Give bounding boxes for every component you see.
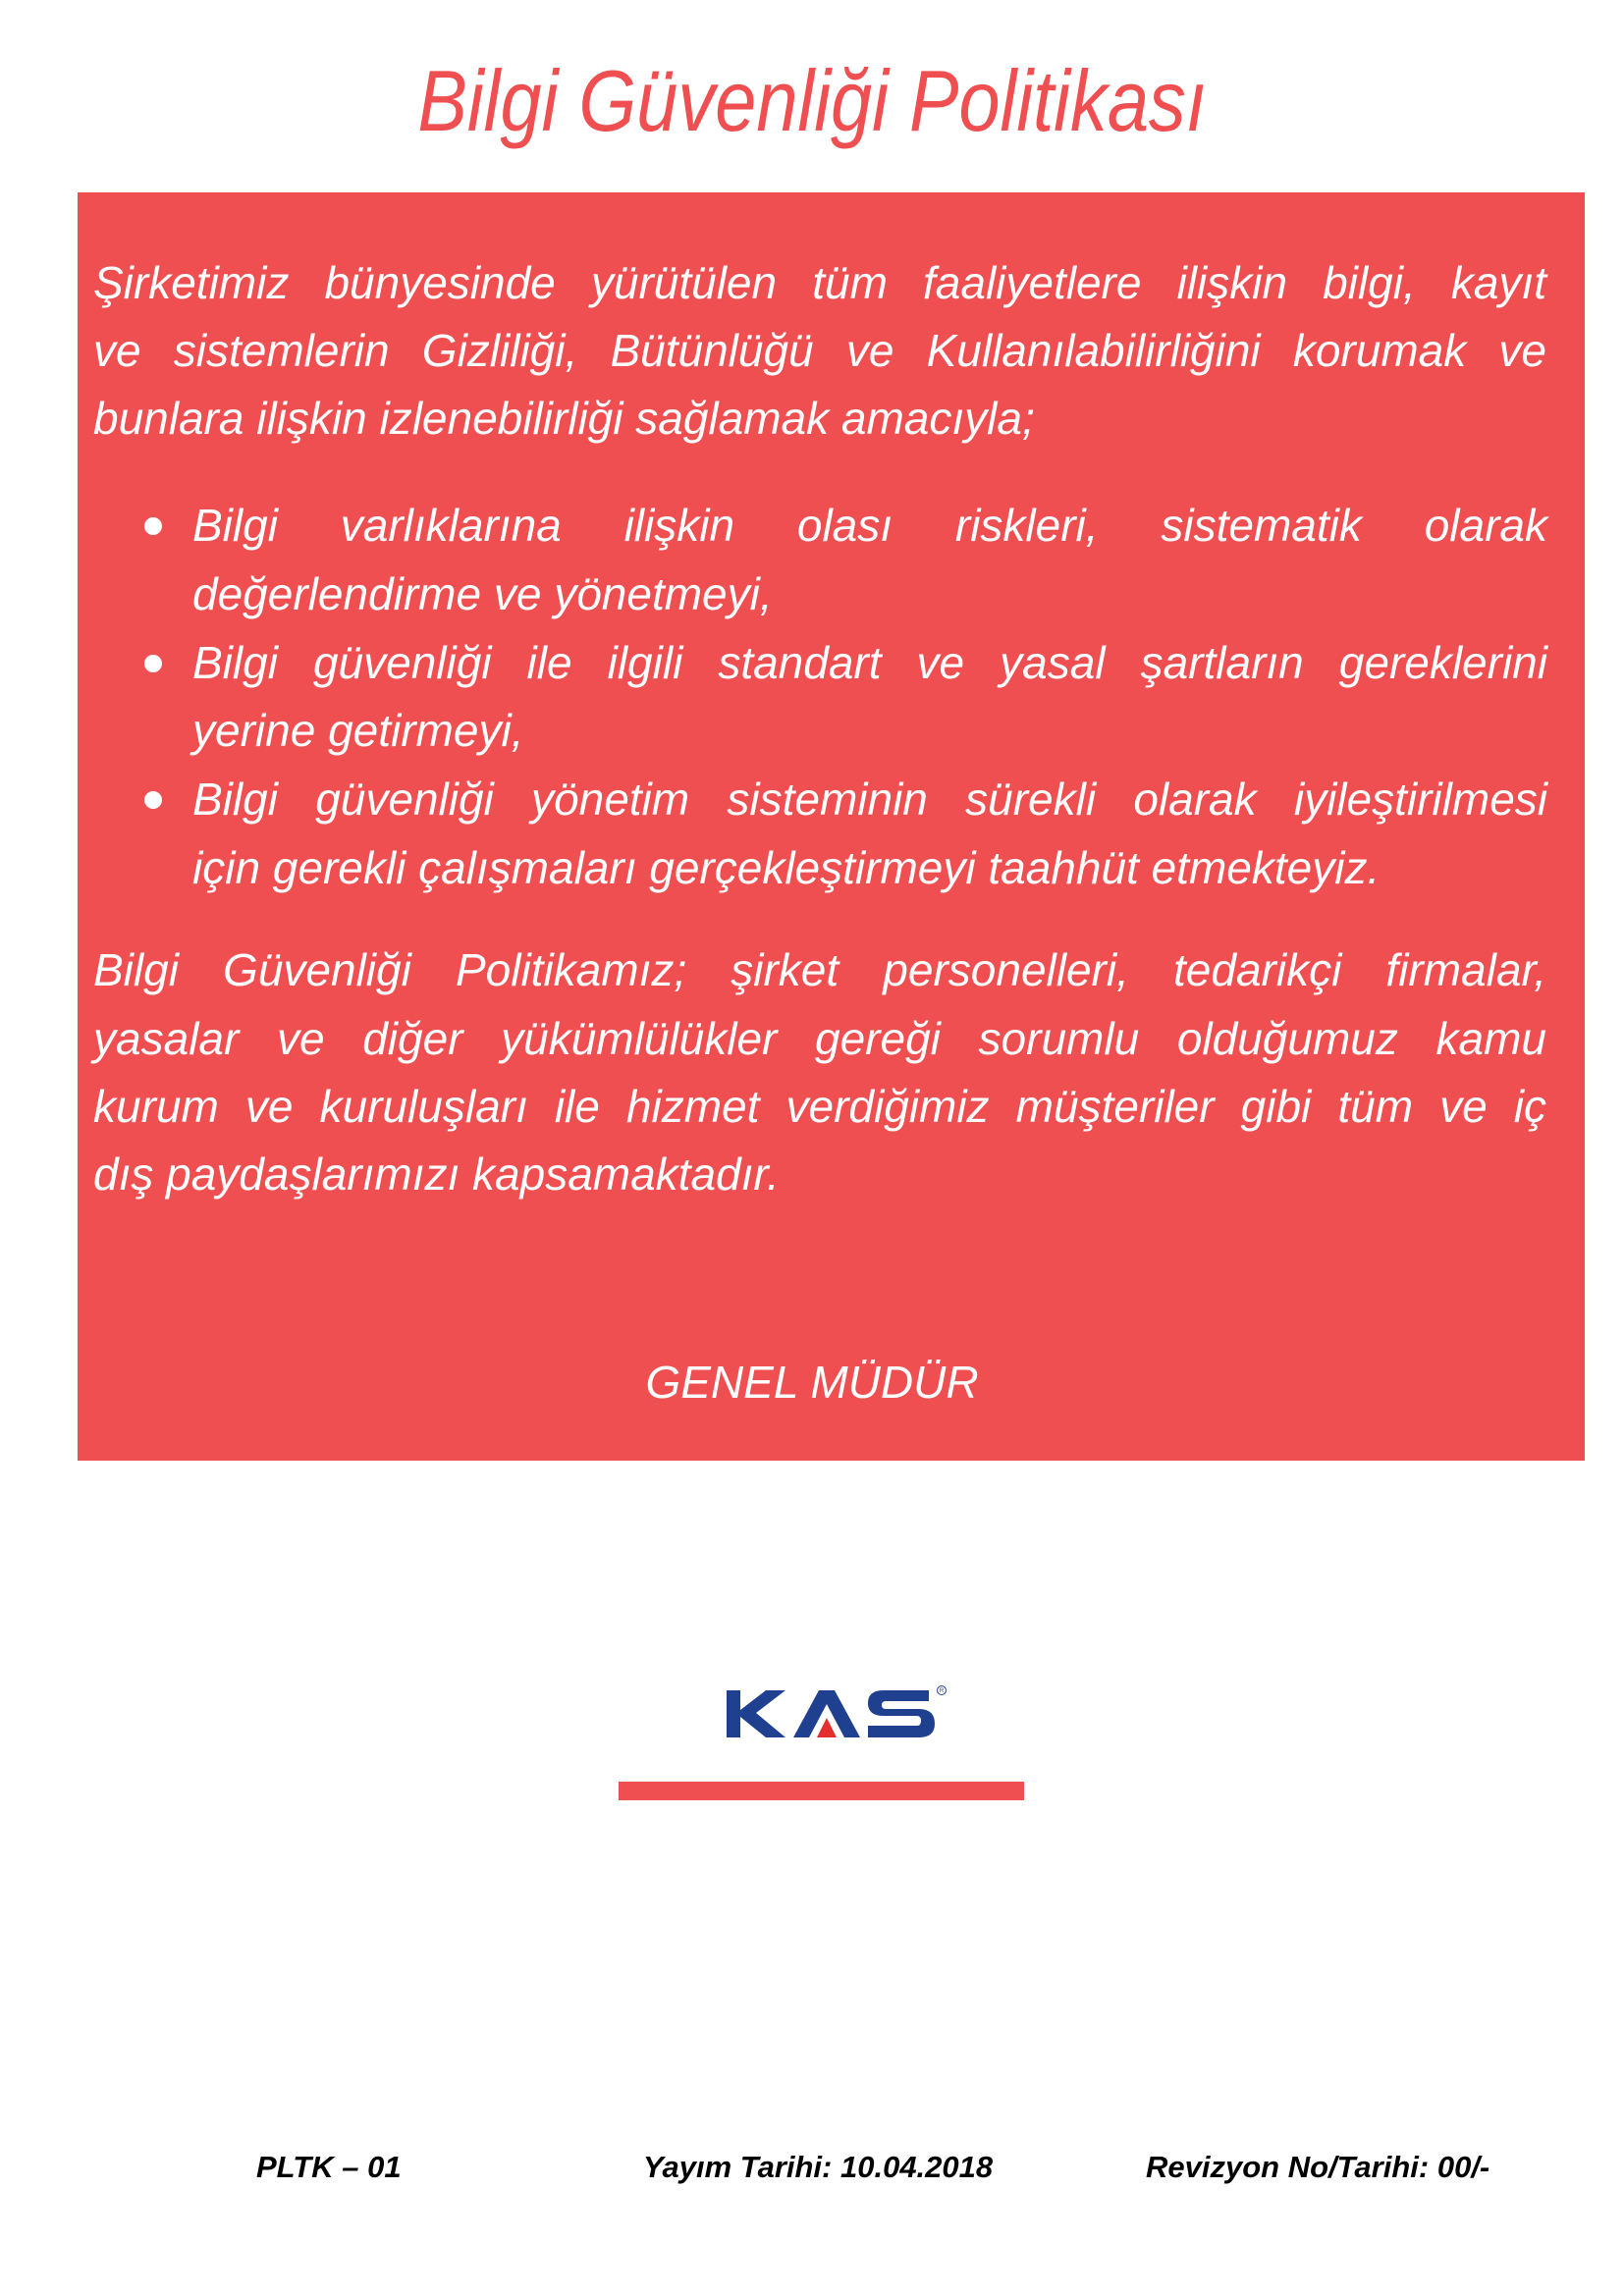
- logo-letter-k: [727, 1690, 785, 1737]
- scope-line: [93, 1077, 1546, 1136]
- bullet-item-text: değerlendirme ve yönetmeyi,: [192, 568, 773, 619]
- bullet-item-text: Bilgi güvenliği ile ilgili standart ve yasal şartların gereklerini: [192, 637, 1547, 688]
- scope-line-text: kurum ve kuruluşları ile hizmet verdiğimiz müşteriler gibi tüm ve iç: [93, 1081, 1546, 1132]
- signature-title: GENEL MÜDÜR: [645, 1357, 979, 1408]
- bullet-item-text: yerine getirmeyi,: [192, 705, 524, 756]
- scope-line-text: dış paydaşlarımızı kapsamaktadır.: [93, 1148, 780, 1200]
- bullet-item-text: Bilgi güvenliği yönetim sisteminin sürekli olarak iyileştirilmesi: [192, 774, 1547, 825]
- intro-line: [93, 321, 1546, 380]
- bullet-item-line: [192, 838, 1547, 897]
- intro-line-text: bunlara ilişkin izlenebilirliği sağlamak amacıyla;: [93, 393, 1035, 444]
- scope-line: [93, 1009, 1546, 1068]
- scope-line: [93, 1145, 1546, 1203]
- footer-revision: Revizyon No/Tarihi: 00/-: [1146, 2150, 1490, 2184]
- bullet-item-text: için gerekli çalışmaları gerçekleştirmeyi taahhüt etmekteyiz.: [192, 842, 1380, 893]
- bullet-icon: [144, 655, 162, 672]
- bullet-item-line: [192, 564, 1547, 623]
- bullet-item-line: [192, 701, 1547, 760]
- scope-line: [93, 940, 1546, 999]
- logo-underline-bar: [619, 1782, 1024, 1800]
- page-title-text: Bilgi Güvenliği Politikası: [417, 52, 1207, 149]
- bullet-item-line: [192, 633, 1547, 692]
- intro-line: [93, 253, 1546, 312]
- scope-line-text: yasalar ve diğer yükümlülükler gereği sorumlu olduğumuz kamu: [93, 1013, 1546, 1064]
- bullet-item-line: [192, 770, 1547, 828]
- kas-logo: [725, 1684, 948, 1743]
- scope-line-text: Bilgi Güvenliği Politikamız; şirket personelleri, tedarikçi firmalar,: [93, 944, 1546, 995]
- logo-triangle-icon: [817, 1718, 837, 1737]
- bullet-item-line: [192, 496, 1547, 555]
- bullet-icon: [144, 791, 162, 809]
- intro-line-text: Şirketimiz bünyesinde yürütülen tüm faaliyetlere ilişkin bilgi, kayıt: [93, 257, 1546, 308]
- footer-doc-code: PLTK – 01: [256, 2150, 402, 2184]
- footer-publish-date: Yayım Tarihi: 10.04.2018: [643, 2150, 994, 2184]
- svg-text:R: R: [939, 1688, 945, 1695]
- bullet-item-text: Bilgi varlıklarına ilişkin olası riskleri, sistematik olarak: [192, 500, 1547, 551]
- intro-line-text: ve sistemlerin Gizliliği, Bütünlüğü ve Kullanılabilirliğini korumak ve: [93, 325, 1546, 376]
- logo-letter-s: [868, 1690, 935, 1737]
- page-title: [0, 47, 1624, 155]
- intro-line: [93, 389, 1546, 448]
- bullet-icon: [144, 517, 162, 535]
